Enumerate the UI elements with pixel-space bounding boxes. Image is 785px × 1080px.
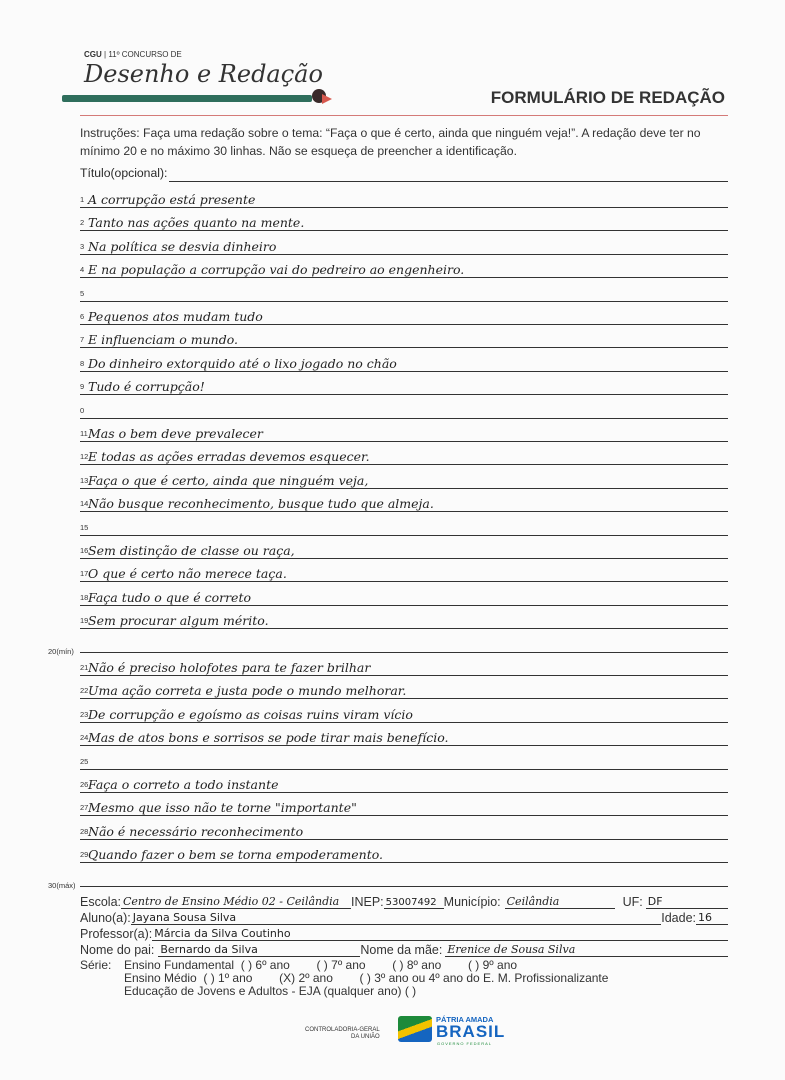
aluno-field[interactable]: Jayana Sousa Silva: [131, 911, 662, 925]
line-number: 9: [80, 382, 85, 392]
line-number: 21: [80, 663, 89, 672]
uf-label: UF:: [622, 895, 643, 909]
brasil-flag-icon: [398, 1016, 432, 1042]
line-number: 12: [80, 452, 89, 462]
essay-line[interactable]: [80, 441, 728, 465]
brush-red-tip-icon: [322, 94, 332, 104]
line-number: 16: [80, 546, 89, 555]
line-number: 15: [80, 522, 89, 532]
line-number: 3: [80, 241, 85, 251]
essay-line[interactable]: [80, 371, 728, 395]
essay-line[interactable]: [80, 465, 728, 489]
cgu-label: CGU: [84, 50, 102, 59]
inep-field[interactable]: 53007492: [384, 897, 444, 909]
serie-medio-options[interactable]: Ensino Médio ( ) 1º ano (X) 2º ano ( ) 3º ano ou 4º ano do E. M. Profissionalizante: [124, 971, 609, 985]
pai-field[interactable]: Bernardo da Silva: [158, 943, 360, 957]
uf-field[interactable]: DF: [646, 895, 728, 909]
line-number: 29: [80, 850, 89, 860]
title-label: Título(opcional):: [80, 166, 168, 180]
handwritten-text: Quando fazer o bem se torna empoderamento.: [88, 847, 384, 863]
essay-line[interactable]: [80, 722, 728, 746]
line-number: 28: [80, 826, 89, 836]
essay-line[interactable]: [80, 816, 728, 840]
essay-line[interactable]: [80, 278, 728, 302]
line-number: 27: [80, 803, 89, 813]
handwritten-text: Faça o correto a todo instante: [88, 777, 279, 792]
handwritten-text: Faça tudo o que é correto: [88, 589, 251, 605]
identification-section: [80, 893, 728, 998]
essay-line[interactable]: [80, 231, 728, 255]
handwritten-text: Sem distinção de classe ou raça,: [88, 543, 295, 558]
professor-label: Professor(a):: [80, 927, 153, 941]
serie-eja-option[interactable]: Educação de Jovens e Adultos - EJA (qualquer ano) ( ): [124, 984, 417, 998]
handwritten-text: Na política se desvia dinheiro: [88, 238, 277, 254]
essay-line[interactable]: [80, 558, 728, 582]
handwritten-text: Do dinheiro extorquido até o lixo jogado no chão: [88, 355, 397, 371]
essay-line[interactable]: [48, 629, 728, 656]
governo-federal-label: GOVERNO FEDERAL: [437, 1041, 493, 1046]
handwritten-text: Sem procurar algum mérito.: [88, 613, 269, 629]
essay-line[interactable]: [80, 207, 728, 231]
line-number: 23: [80, 709, 89, 719]
pencil-icon: [62, 95, 312, 102]
escola-label: Escola:: [80, 895, 121, 909]
line-number: 6: [80, 312, 85, 321]
handwritten-text: Tanto nas ações quanto na mente.: [88, 215, 305, 231]
essay-line[interactable]: [80, 839, 728, 863]
line-number: 30(máx): [48, 880, 76, 890]
essay-line[interactable]: [80, 675, 728, 699]
instructions: Instruções: Faça uma redação sobre o tema: “Faça o que é certo, ainda que ninguém veja!”. A redação deve ter no mínimo 20 e no máximo 30 linhas. Não se esqueça de preencher a identificação.: [80, 126, 701, 158]
handwritten-text: Mas de atos bons e sorrisos se pode tirar mais benefício.: [88, 730, 449, 746]
line-number: 0: [80, 405, 85, 415]
serie-section: [80, 959, 728, 998]
line-number: 26: [80, 780, 89, 789]
municipio-field[interactable]: Ceilândia: [505, 895, 615, 909]
mae-label: Nome da mãe:: [360, 943, 443, 957]
line-number: 13: [80, 475, 89, 485]
handwritten-text: E na população a corrupção vai do pedreiro ao engenheiro.: [88, 262, 465, 278]
line-number: 5: [80, 288, 85, 298]
title-input-line[interactable]: [169, 166, 728, 182]
line-number: 20(mín): [48, 646, 74, 656]
escola-field[interactable]: Centro de Ensino Médio 02 - Ceilândia: [121, 895, 351, 909]
essay-line[interactable]: [80, 605, 728, 629]
handwritten-text: Tudo é corrupção!: [88, 379, 205, 395]
handwritten-text: Pequenos atos mudam tudo: [88, 309, 263, 324]
cgu-footer-logo: [305, 1027, 380, 1041]
contest-logo-title: Desenho e Redação: [84, 60, 323, 88]
essay-line[interactable]: [80, 652, 728, 676]
essay-line[interactable]: [80, 512, 728, 536]
line-number: 14: [80, 499, 89, 509]
line-number: 2: [80, 218, 85, 228]
brasil-logo-text: BRASIL: [436, 1022, 506, 1041]
essay-line[interactable]: [80, 582, 728, 606]
handwritten-text: Faça o que é certo, ainda que ninguém veja,: [88, 472, 369, 488]
handwritten-text: Não é necessário reconhecimento: [88, 823, 304, 839]
essay-line[interactable]: [80, 395, 728, 419]
line-number: 4: [80, 265, 85, 275]
contest-label: CGU | 11º CONCURSO DE: [84, 50, 182, 59]
essay-line[interactable]: [80, 488, 728, 512]
handwritten-text: De corrupção e egoísmo as coisas ruins viram vício: [88, 706, 413, 722]
line-number: 17: [80, 569, 89, 579]
form-title: FORMULÁRIO DE REDAÇÃO: [490, 88, 725, 107]
line-number: 19: [80, 616, 89, 626]
essay-line[interactable]: [80, 254, 728, 278]
cgu-line1: CONTROLADORIA-GERAL: [305, 1027, 380, 1033]
handwritten-text: E influenciam o mundo.: [88, 332, 238, 348]
handwritten-text: Não é preciso holofotes para te fazer brilhar: [88, 660, 371, 675]
aluno-label: Aluno(a):: [80, 911, 131, 925]
handwritten-text: Mas o bem deve prevalecer: [88, 426, 263, 441]
line-number: 7: [80, 335, 85, 345]
contest-number: 11º CONCURSO DE: [108, 50, 182, 59]
professor-field[interactable]: Márcia da Silva Coutinho: [152, 927, 728, 941]
essay-line[interactable]: [80, 699, 728, 723]
pai-label: Nome do pai:: [80, 943, 155, 957]
essay-line[interactable]: [80, 348, 728, 372]
municipio-label: Município:: [443, 895, 501, 909]
serie-label: Série:: [80, 958, 112, 972]
line-number: 25: [80, 756, 89, 766]
essay-line[interactable]: [80, 184, 728, 208]
line-number: 22: [80, 686, 89, 696]
handwritten-text: Mesmo que isso não te torne "importante": [88, 800, 357, 816]
essay-line[interactable]: [80, 418, 728, 442]
handwritten-text: A corrupção está presente: [88, 192, 256, 207]
serie-fundamental-options[interactable]: Ensino Fundamental ( ) 6º ano ( ) 7º ano ( ) 8º ano ( ) 9º ano: [124, 958, 518, 972]
cgu-line2: DA UNIÃO: [351, 1034, 380, 1040]
essay-line[interactable]: [48, 863, 728, 890]
handwritten-text: Uma ação correta e justa pode o mundo melhorar.: [88, 683, 407, 699]
idade-label: Idade:: [661, 911, 696, 925]
essay-line[interactable]: [80, 792, 728, 816]
line-number: 1: [80, 195, 85, 204]
essay-line[interactable]: [80, 769, 728, 793]
title-field[interactable]: [80, 166, 728, 182]
essay-line[interactable]: [80, 301, 728, 325]
handwritten-text: E todas as ações erradas devemos esquecer.: [88, 449, 370, 465]
header-divider: [80, 115, 728, 116]
essay-line[interactable]: [80, 746, 728, 770]
inep-label: INEP:: [351, 895, 384, 909]
handwritten-text: Não busque reconhecimento, busque tudo que almeja.: [88, 496, 434, 512]
essay-line[interactable]: [80, 324, 728, 348]
mae-field[interactable]: Erenice de Sousa Silva: [445, 943, 728, 957]
handwritten-text: O que é certo não merece taça.: [88, 566, 287, 582]
line-number: 11: [80, 429, 88, 438]
line-number: 8: [80, 358, 85, 368]
idade-field[interactable]: 16: [696, 911, 728, 925]
patria-amada-label: PÁTRIA AMADA: [436, 1015, 494, 1024]
line-number: 18: [80, 592, 89, 602]
line-number: 24: [80, 733, 89, 743]
essay-line[interactable]: [80, 535, 728, 559]
